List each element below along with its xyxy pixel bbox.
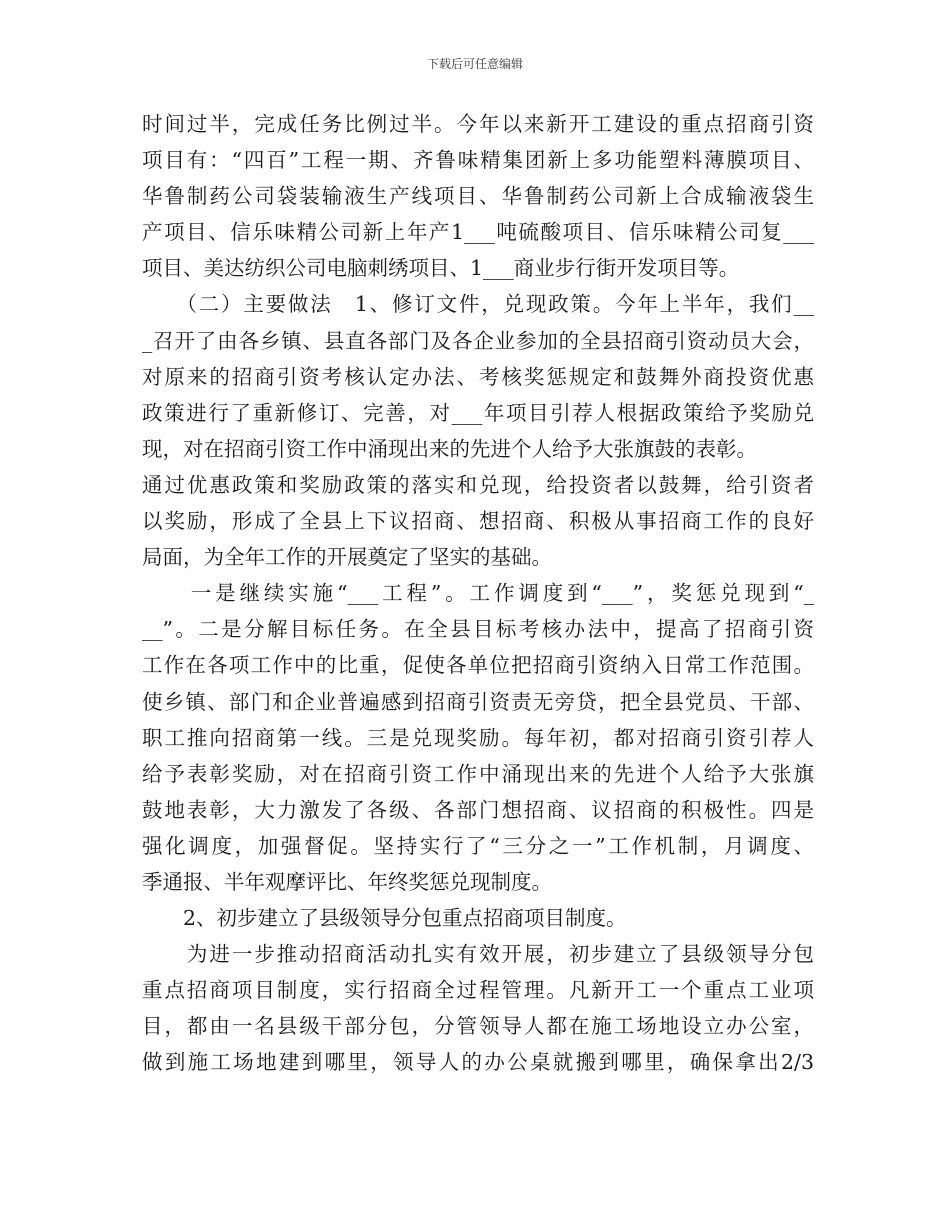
text-line: 现，对在招商引资工作中涌现出来的先进个人给予大张旗鼓的表彰。 xyxy=(142,436,757,461)
text-line: 政策进行了重新修订、完善，对___年项目引荐人根据政策给予奖励兑 xyxy=(142,400,814,425)
text-line: （二）主要做法 1、修订文件，兑现政策。今年上半年，我们__ xyxy=(142,292,814,317)
text-line: 项目、美达纺织公司电脑刺绣项目、1___商业步行街开发项目等。 xyxy=(142,256,740,281)
text-line: _召开了由各乡镇、县直各部门及各企业参加的全县招商引资动员大会， xyxy=(142,328,814,353)
page-header: 下载后可任意编辑 xyxy=(426,57,523,71)
text-line: 目，都由一名县级干部分包，分管领导人都在施工场地设立办公室， xyxy=(142,1014,814,1039)
text-line: 以奖励，形成了全县上下议招商、想招商、积极从事招商工作的良好 xyxy=(142,509,814,534)
document-body xyxy=(142,106,814,1081)
text-line: 2、初步建立了县级领导分包重点招商项目制度。 xyxy=(142,906,627,931)
text-line: 做到施工场地建到哪里，领导人的办公桌就搬到哪里，确保拿出2/3 xyxy=(142,1050,814,1075)
text-line: 产项目、信乐味精公司新上年产1___吨硫酸项目、信乐味精公司复___ xyxy=(142,220,814,245)
text-line: 对原来的招商引资考核认定办法、考核奖惩规定和鼓舞外商投资优惠 xyxy=(142,364,814,389)
text-line: 使乡镇、部门和企业普遍感到招商引资责无旁贷，把全县党员、干部、 xyxy=(142,689,814,714)
text-line: 时间过半，完成任务比例过半。今年以来新开工建设的重点招商引资 xyxy=(142,112,814,136)
text-line: 鼓地表彰，大力激发了各级、各部门想招商、议招商的积极性。四是 xyxy=(142,797,814,822)
text-line: 给予表彰奖励，对在招商引资工作中涌现出来的先进个人给予大张旗 xyxy=(142,761,814,786)
text-line: 强化调度，加强督促。坚持实行了“三分之一”工作机制，月调度、 xyxy=(142,833,814,858)
text-line: 华鲁制药公司袋装输液生产线项目、华鲁制药公司新上合成输液袋生 xyxy=(142,184,814,209)
text-line: 季通报、半年观摩评比、年终奖惩兑现制度。 xyxy=(142,869,552,894)
text-line: 通过优惠政策和奖励政策的落实和兑现，给投资者以鼓舞，给引资者 xyxy=(142,472,814,497)
text-line: 一是继续实施“___工程”。工作调度到“___”，奖惩兑现到“_ xyxy=(142,581,814,606)
text-line: 项目有：“四百”工程一期、齐鲁味精集团新上多功能塑料薄膜项目、 xyxy=(142,148,814,173)
text-line: 职工推向招商第一线。三是兑现奖励。每年初，都对招商引资引荐人 xyxy=(142,725,814,750)
text-line: 为进一步推动招商活动扎实有效开展，初步建立了县级领导分包 xyxy=(142,942,814,967)
text-line: 重点招商项目制度，实行招商全过程管理。凡新开工一个重点工业项 xyxy=(142,978,814,1003)
text-line: 局面，为全年工作的开展奠定了坚实的基础。 xyxy=(142,545,552,570)
text-line: __”。二是分解目标任务。在全县目标考核办法中，提高了招商引资 xyxy=(142,617,814,642)
text-line: 工作在各项工作中的比重，促使各单位把招商引资纳入日常工作范围。 xyxy=(142,653,814,678)
